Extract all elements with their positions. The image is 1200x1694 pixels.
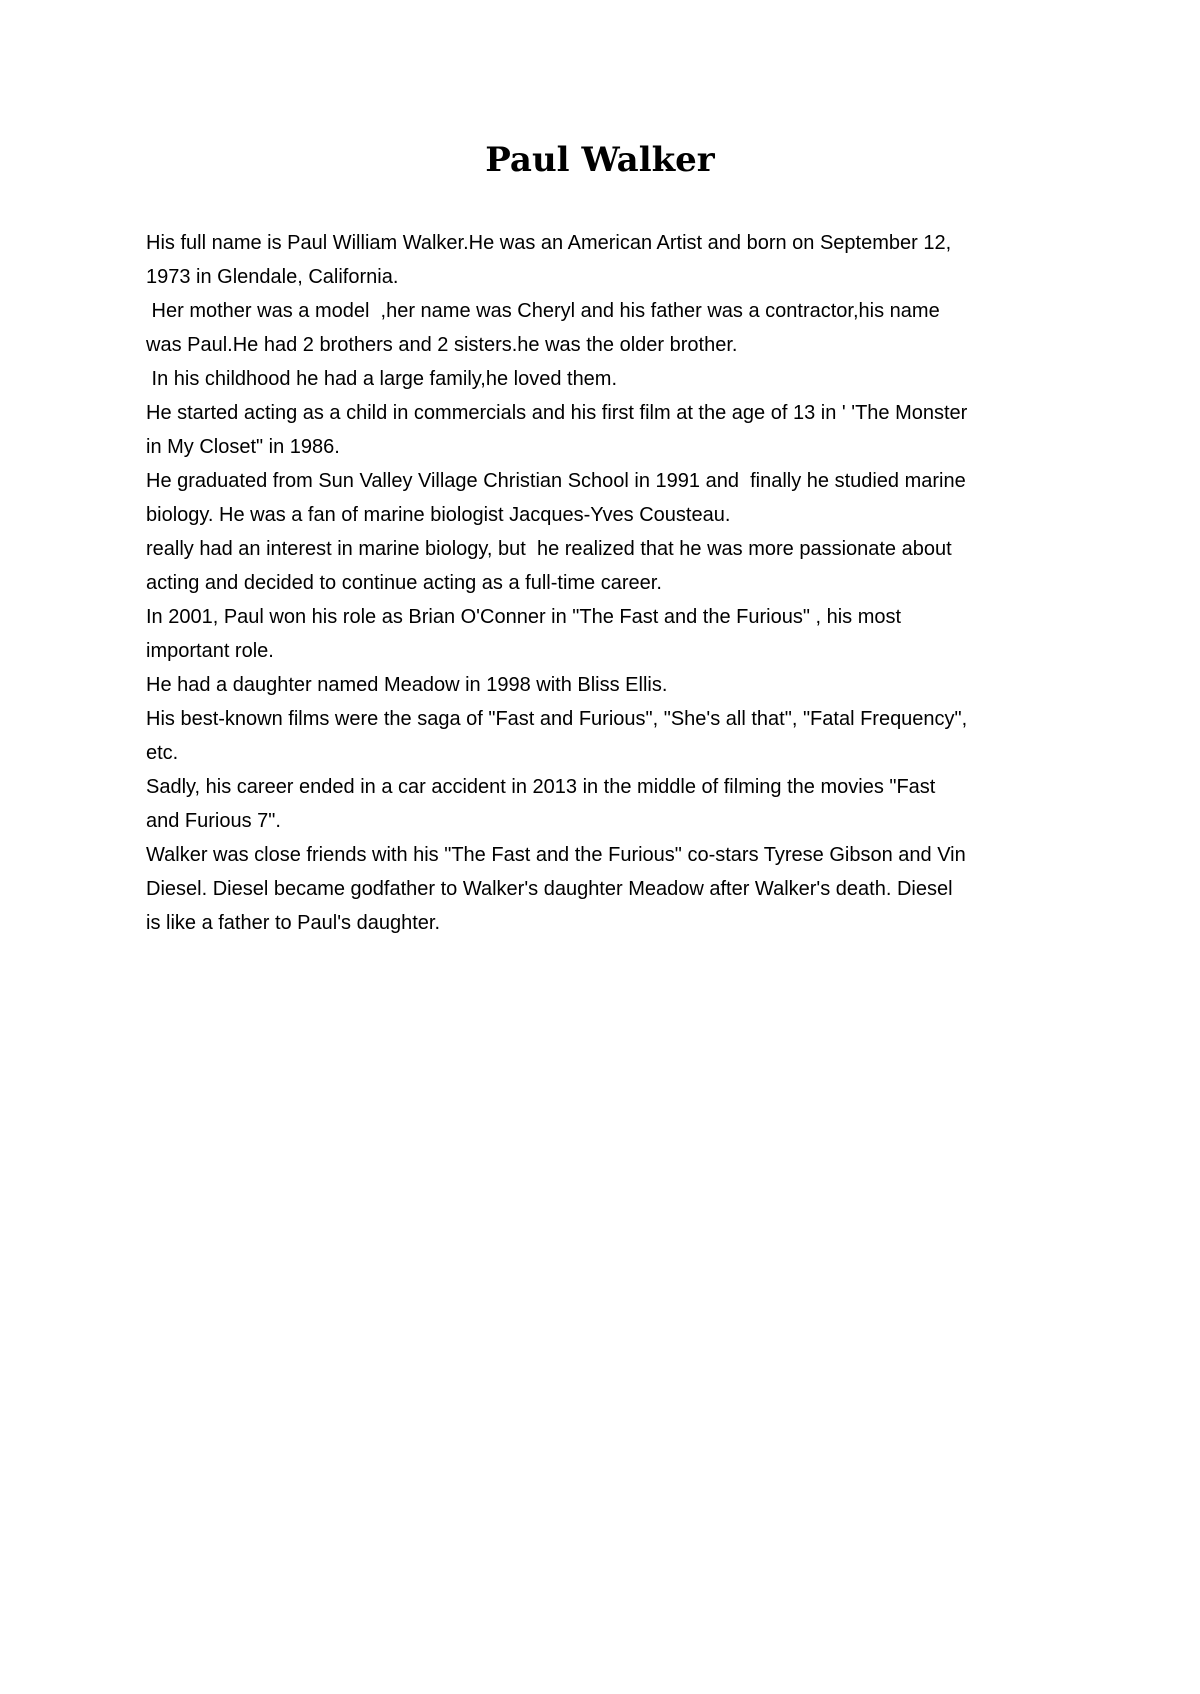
body-line: important role. [146,640,274,662]
body-line: and Furious 7". [146,810,281,832]
body-line: in My Closet" in 1986. [146,436,340,458]
body-line: He had a daughter named Meadow in 1998 with Bliss Ellis. [146,674,668,696]
body-line: He started acting as a child in commercials and his first film at the age of 13 in ' 'The Monster [146,402,968,424]
body-line: His best-known films were the saga of "Fast and Furious", "She's all that", "Fatal Frequency", [146,708,968,730]
body-line: Her mother was a model ,her name was Cheryl and his father was a contractor,his name [146,300,940,322]
body-line: biology. He was a fan of marine biologist Jacques-Yves Cousteau. [146,504,731,526]
body-line: 1973 in Glendale, California. [146,266,399,288]
body-line: is like a father to Paul's daughter. [146,912,440,934]
body-line: Sadly, his career ended in a car accident in 2013 in the middle of filming the movies "Fast [146,776,936,798]
body-line: Walker was close friends with his "The Fast and the Furious" co-stars Tyrese Gibson and Vin [146,844,966,866]
document-title: Paul Walker [485,140,715,180]
document-body [146,226,1066,940]
body-line: acting and decided to continue acting as a full-time career. [146,572,662,594]
body-line: In his childhood he had a large family,he loved them. [146,368,618,390]
body-line: In 2001, Paul won his role as Brian O'Conner in "The Fast and the Furious" , his most [146,606,902,628]
body-line: Diesel. Diesel became godfather to Walker's daughter Meadow after Walker's death. Diesel [146,878,953,900]
body-line: He graduated from Sun Valley Village Christian School in 1991 and finally he studied marine [146,470,966,492]
body-line: His full name is Paul William Walker.He was an American Artist and born on September 12, [146,232,952,254]
body-line: really had an interest in marine biology, but he realized that he was more passionate about [146,538,952,560]
body-line: was Paul.He had 2 brothers and 2 sisters.he was the older brother. [146,334,738,356]
body-line: etc. [146,742,179,764]
